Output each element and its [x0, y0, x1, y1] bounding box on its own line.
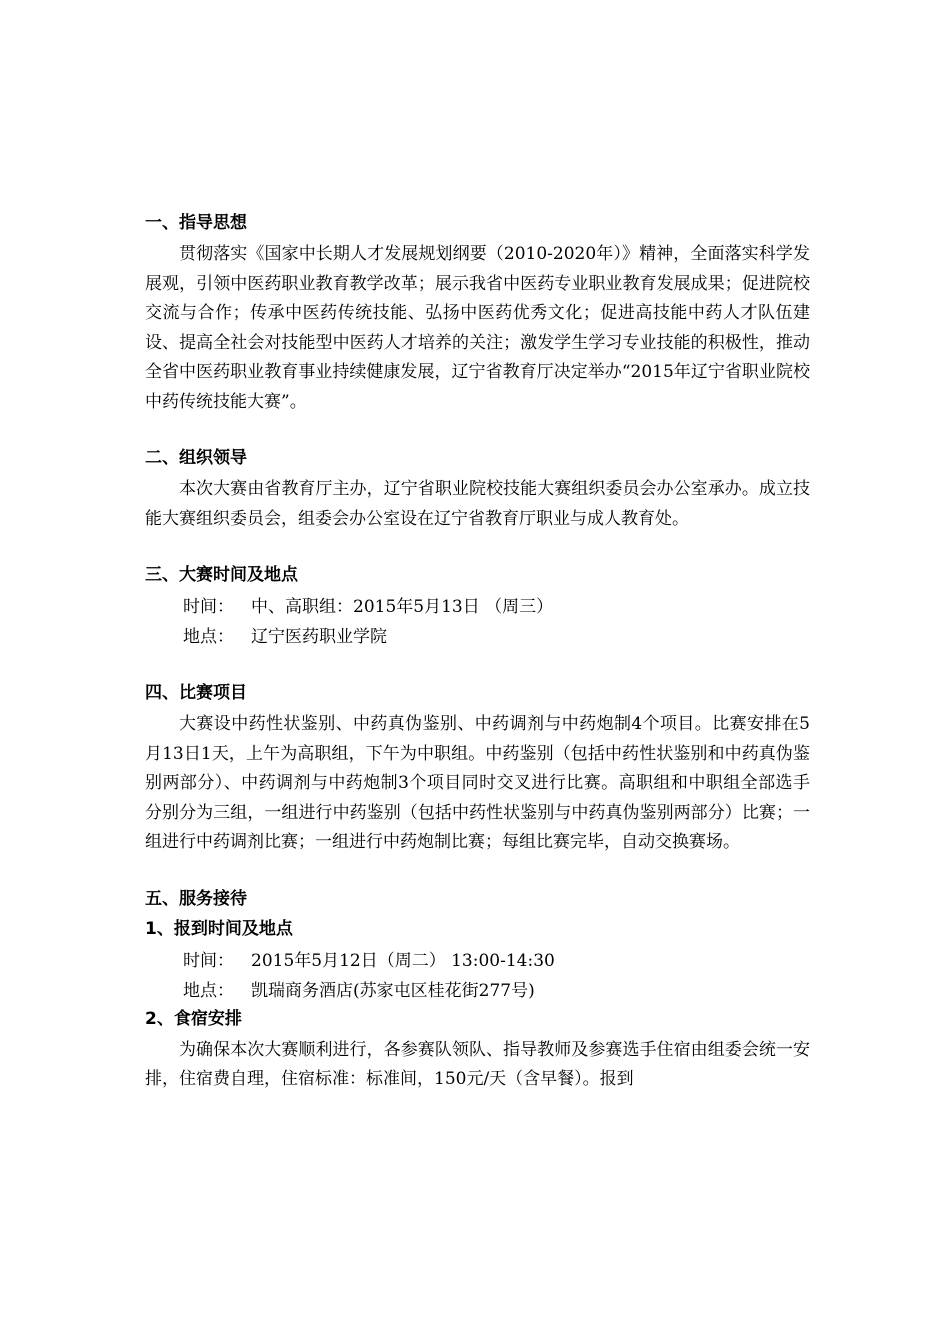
registration-place-label: 地点： [183, 980, 234, 1001]
section-heading-organization: 二、组织领导 [145, 448, 247, 468]
contest-time-line [145, 592, 810, 622]
section-heading-guiding-thought: 一、指导思想 [145, 213, 247, 233]
section-paragraph-organization: 本次大赛由省教育厅主办，辽宁省职业院校技能大赛组织委员会办公室承办。成立技能大赛组织委员会，组委会办公室设在辽宁省教育厅职业与成人教育处。 [145, 479, 810, 529]
contest-time-label: 时间： [183, 597, 234, 617]
registration-time-label: 时间： [183, 950, 234, 971]
subsection-heading-accommodation: 2、食宿安排 [145, 1008, 242, 1029]
registration-time-value: 2015年5月12日（周二） 13:00-14:30 [251, 950, 555, 971]
subsection-paragraph-accommodation: 为确保本次大赛顺利进行，各参赛队领队、指导教师及参赛选手住宿由组委会统一安排，住宿费自理，住宿标准：标准间，150元/天（含早餐）。报到 [145, 1039, 810, 1089]
contest-time-value: 中、高职组：2015年5月13日 （周三） [251, 597, 554, 617]
section-paragraph-events: 大赛设中药性状鉴别、中药真伪鉴别、中药调剂与中药炮制4个项目。比赛安排在5月13日1天，上午为高职组，下午为中职组。中药鉴别（包括中药性状鉴别和中药真伪鉴别两部分）、中药调剂与中药炮制3个项目同时交叉进行比赛。高职组和中职组全部选手分别分为三组，一组进行中药鉴别（包括中药性状鉴别与中药真伪鉴别两部分）比赛；一组进行中药调剂比赛；一组进行中药炮制比赛；每组比赛完毕，自动交换赛场。 [145, 714, 810, 852]
registration-place-line [145, 976, 810, 1006]
registration-place-value: 凯瑞商务酒店(苏家屯区桂花街277号) [251, 980, 535, 1001]
section-heading-service: 五、服务接待 [145, 888, 247, 909]
registration-time-line [145, 946, 810, 976]
contest-place-value: 辽宁医药职业学院 [251, 627, 387, 647]
document-page [145, 210, 810, 1095]
section-heading-events: 四、比赛项目 [145, 683, 247, 703]
section-paragraph-guiding-thought: 贯彻落实《国家中长期人才发展规划纲要（2010-2020年）》精神，全面落实科学发展观，引领中医药职业教育教学改革；展示我省中医药专业职业教育发展成果；促进院校交流与合作；传承中医药传统技能、弘扬中医药优秀文化；促进高技能中药人才队伍建设、提高全社会对技能型中医药人才培养的关注；激发学生学习专业技能的积极性，推动全省中医药职业教育事业持续健康发展，辽宁省教育厅决定举办“2015年辽宁省职业院校中药传统技能大赛”。 [145, 244, 810, 412]
contest-place-line [145, 622, 810, 652]
contest-place-label: 地点： [183, 627, 234, 647]
subsection-heading-registration: 1、报到时间及地点 [145, 918, 293, 939]
section-heading-time-place: 三、大赛时间及地点 [145, 565, 298, 585]
